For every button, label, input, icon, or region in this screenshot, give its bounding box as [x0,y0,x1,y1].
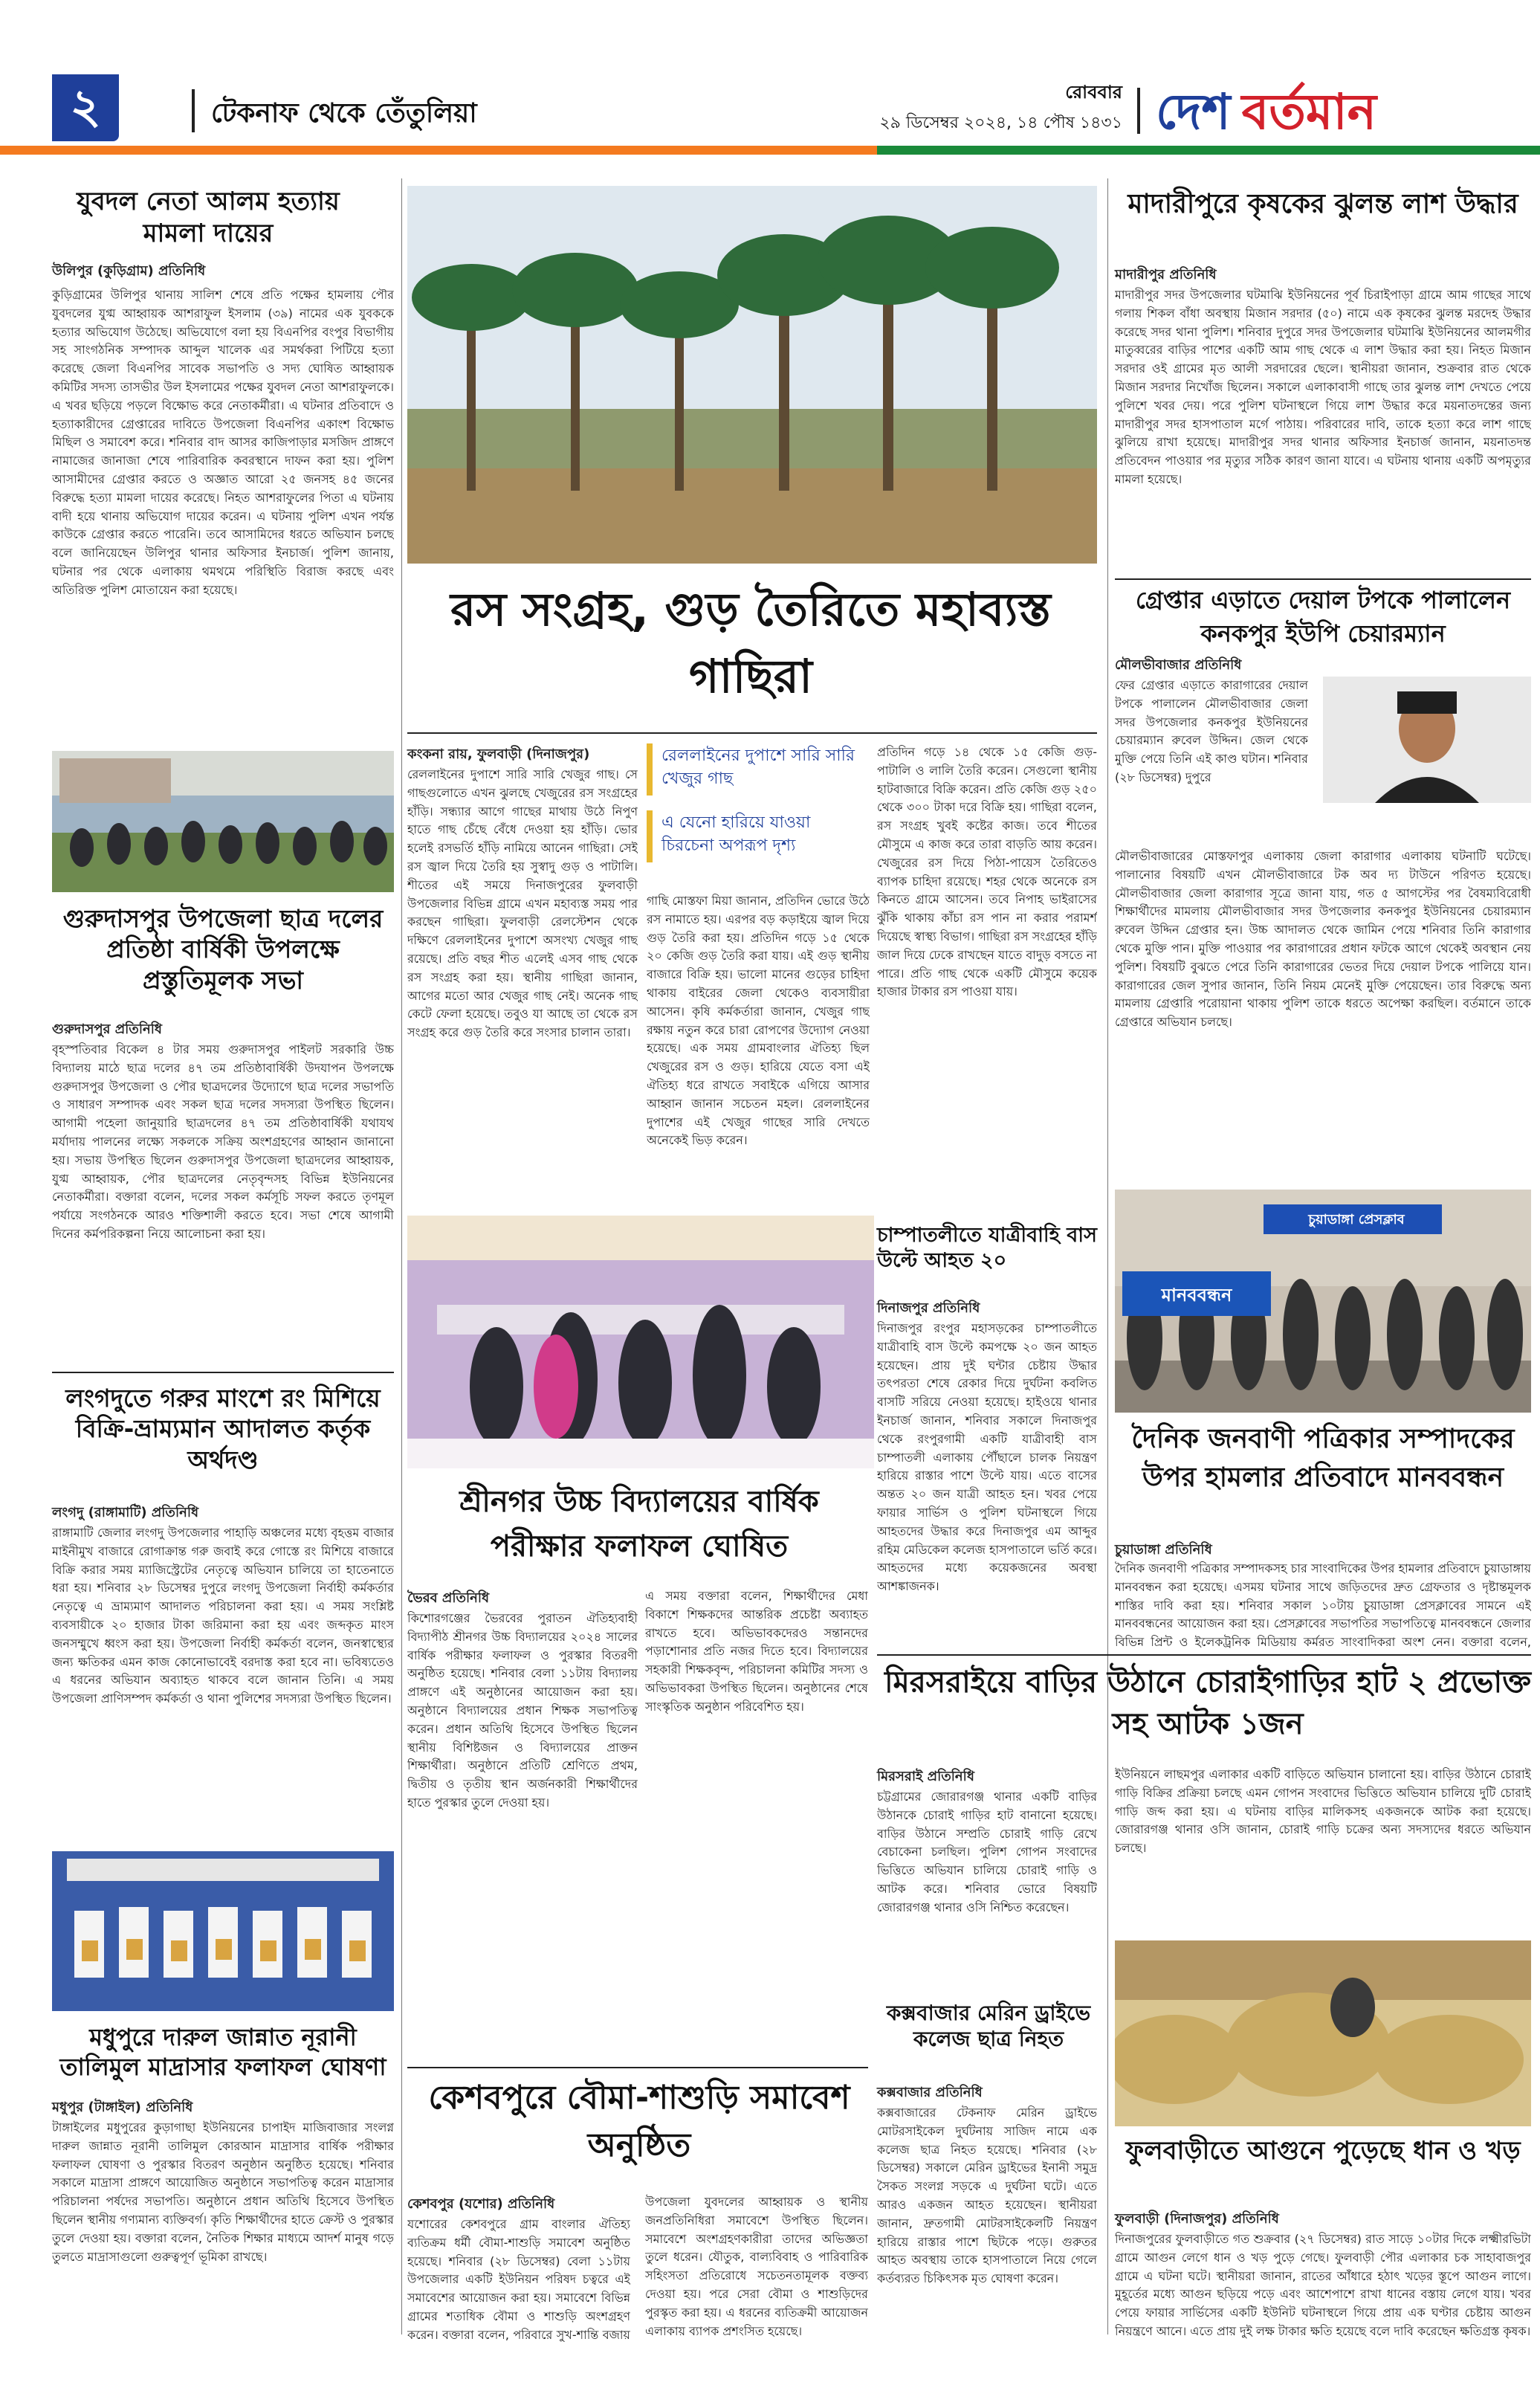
langadu-headline: লংগদুতে গরুর মাংশে রং মিশিয়ে বিক্রি-ভ্রাম্যমান আদালত কর্তৃক অর্থদণ্ড [65,1384,381,1474]
langadu-body: রাঙ্গামাটি জেলার লংগদু উপজেলার পাহাড়ি অঞ্চলের মধ্যে বৃহত্তম বাজার মাইনীমুখ বাজারে রোগাক্রান্ত গরু জবাই করে গোস্তে রং মিশিয়ে বাজারে বিক্রি করার সময় ম্যাজিস্ট্রেটের নেতৃত্বে অভিযান চালিয়ে তা হাতেনাতে ধরা হয়। শনিবার ২৮ ডিসেম্বর দুপুরে লংগদু উপজেলা নির্বাহী কর্মকর্তার নেতৃত্বে এ ভ্রাম্যমাণ আদালত পরিচালনা করা হয়। এ সময় সংশ্লিষ্ট ব্যবসায়ীকে ২০ হাজার টাকা জরিমানা করা হয় এবং জব্দকৃত মাংস জনসম্মুখে ধ্বংস করা হয়। উপজেলা নির্বাহী কর্মকর্তা বলেন, জনস্বাস্থ্যের জন্য ক্ষতিকর এমন কাজ কোনোভাবেই বরদাস্ত করা হবে না। ভবিষ্যতেও এ ধরনের অভিযান অব্যাহত থাকবে বলে জানান তিনি। এ সময় উপজেলা প্রাণিসম্পদ কর্মকর্তা ও থানা পুলিশের সদস্যরা উপস্থিত ছিলেন। [52,1526,394,1706]
divider-right-1 [1115,578,1531,580]
champatali-byline: দিনাজপুর প্রতিনিধি [877,1300,980,1316]
chairman-portrait [1323,677,1531,803]
press-club-sign: চুয়াডাঙ্গা প্রেসক্লাব [1308,1212,1405,1227]
madaripur-byline: মাদারীপুর প্রতিনিধি [1115,267,1217,283]
divider-center-2 [877,1654,1531,1656]
callout-bar-1 [647,743,653,796]
brand-logo [1156,74,1505,141]
mirsarai-byline: মিরসরাই প্রতিনিধি [877,1769,974,1784]
column-rule-2 [1107,178,1108,2334]
section-title: টেকনাফ থেকে তেঁতুলিয়া [211,98,477,129]
khejur-rule [407,732,1097,734]
date-label: ২৯ ডিসেম্বর ২০২৪, ১৪ পৌষ ১৪৩১ [879,114,1122,132]
column-rule-1 [401,178,402,2334]
madaripur-body: মাদারীপুর সদর উপজেলার ঘটমাঝি ইউনিয়নের পূর্ব চিরাইপাড়া গ্রামে আম গাছের সাথে গলায় শিকল বাঁধা অবস্থায় মিজান সরদার (৫০) নামে এক কৃষকের ঝুলন্ত মরদেহ উদ্ধার করেছে সদর থানা পুলিশ। শনিবার দুপুরে সদর উপজেলার ঘটমাঝি ইউনিয়নের আলমগীর মাতুব্বরের বাড়ির পাশের একটি আম গাছ থেকে এ লাশ উদ্ধার করা হয়। নিহত মিজান সরদার ওই গ্রামের মৃত আলী সরদারের ছেলে। স্থানীয়রা জানান, শুক্রবার রাত থেকে মিজান সরদার নিখোঁজ ছিলেন। সকালে এলাকাবাসী গাছে তার ঝুলন্ত লাশ দেখতে পেয়ে পুলিশে খবর দেয়। পরে পুলিশ ঘটনাস্থলে গিয়ে লাশ উদ্ধার করে ময়নাতদন্তের জন্য মাদারীপুর সদর হাসপাতাল মর্গে পাঠায়। পরিবারের দাবি, তাকে হত্যা করে লাশ গাছে ঝুলিয়ে রাখা হয়েছে। মাদারীপুর সদর থানার অফিসার ইনচার্জ জানান, ময়নাতদন্ত প্রতিবেদন পাওয়ার পর মৃত্যুর সঠিক কারণ জানা যাবে। এ ঘটনায় থানায় একটি অপমৃত্যুর মামলা হয়েছে। [1115,288,1531,486]
coxsbazar-body: কক্সবাজারের টেকনাফ মেরিন ড্রাইভে মোটরসাইকেল দুর্ঘটনায় সাজিদ নামে এক কলেজ ছাত্র নিহত হয়েছে। শনিবার (২৮ ডিসেম্বর) সকালে মেরিন ড্রাইভের ইনানী সমুদ্র সৈকত সংলগ্ন সড়কে এ দুর্ঘটনা ঘটে। এতে আরও একজন আহত হয়েছেন। স্থানীয়রা জানান, দ্রুতগামী মোটরসাইকেলটি নিয়ন্ত্রণ হারিয়ে রাস্তার পাশে ছিটকে পড়ে। গুরুতর আহত অবস্থায় তাকে হাসপাতালে নিয়ে গেলে কর্তব্যরত চিকিৎসক মৃত ঘোষণা করেন। [877,2106,1097,2286]
coxsbazar-byline: কক্সবাজার প্রতিনিধি [877,2085,983,2100]
sreenagar-body1: কিশোরগঞ্জের ভৈরবের পুরাতন ঐতিহ্যবাহী বিদ্যাপীঠ শ্রীনগর উচ্চ বিদ্যালয়ের ২০২৪ সালের বার্ষিক পরীক্ষার ফলাফল ও পুরস্কার বিতরণী অনুষ্ঠিত হয়েছে। শনিবার বেলা ১১টায় বিদ্যালয় প্রাঙ্গণে এই অনুষ্ঠানের আয়োজন করা হয়। অনুষ্ঠানে বিদ্যালয়ের প্রধান শিক্ষক সভাপতিত্ব করেন। প্রধান অতিথি হিসেবে উপস্থিত ছিলেন স্থানীয় বিশিষ্টজন ও বিদ্যালয়ের প্রাক্তন শিক্ষার্থীরা। অনুষ্ঠানে প্রতিটি শ্রেণিতে প্রথম, দ্বিতীয় ও তৃতীয় স্থান অর্জনকারী শিক্ষার্থীদের হাতে পুরস্কার তুলে দেওয়া হয়। [407,1611,638,1810]
divider-center-3 [407,2067,868,2068]
banner-text: মানববন্ধন [1161,1285,1232,1306]
color-strip-green [877,146,1540,155]
khejur-body3: প্রতিদিন গড়ে ১৪ থেকে ১৫ কেজি গুড়-পাটালি ও লালি তৈরি করেন। সেগুলো স্থানীয় হাটবাজারে বিক্রি করেন। প্রতি কেজি গুড় ২৫০ থেকে ৩০০ টাকা দরে বিক্রি হয়। গাছিরা বলেন, রস সংগ্রহ খুবই কষ্টের কাজ। তবে শীতের মৌসুমে এ কাজ করে তারা বাড়তি আয় করেন। খেজুরের রস দিয়ে পিঠা-পায়েস তৈরিতেও ব্যাপক চাহিদা রয়েছে। শহর থেকে অনেকে রস কিনতে গ্রামে আসেন। তবে নিপাহ ভাইরাসের ঝুঁকি থাকায় কাঁচা রস পান না করার পরামর্শ দিয়েছে স্বাস্থ্য বিভাগ। গাছিরা রস সংগ্রহের হাঁড়ি জাল দিয়ে ঢেকে রাখছেন যাতে বাদুড় বসতে না পারে। প্রতি গাছ থেকে একটি মৌসুমে কয়েক হাজার টাকার রস পাওয়া যায়। [877,745,1097,999]
keshabpur-body2: উপজেলা যুবদলের আহ্বায়ক ও স্থানীয় জনপ্রতিনিধিরা সমাবেশে উপস্থিত ছিলেন। সমাবেশে অংশগ্রহণকারীরা তাদের অভিজ্ঞতা তুলে ধরেন। যৌতুক, বাল্যবিবাহ ও পারিবারিক সহিংসতা প্রতিরোধে সচেতনতামূলক বক্তব্য দেওয়া হয়। পরে সেরা বৌমা ও শাশুড়িদের পুরস্কৃত করা হয়। এ ধরনের ব্যতিক্রমী আয়োজন এলাকায় ব্যাপক প্রশংসিত হয়েছে। [645,2195,868,2338]
keshabpur-byline: কেশবপুর (যশোর) প্রতিনিধি [407,2196,555,2212]
kanakpur-byline: মৌলভীবাজার প্রতিনিধি [1115,657,1242,673]
header-divider-left [192,89,195,132]
madhupur-byline: মধুপুর (টাঙ্গাইল) প্রতিনিধি [52,2100,193,2115]
color-strip-orange [0,146,877,155]
langadu-byline: লংগদু (রাঙ্গামাটি) প্রতিনিধি [52,1505,199,1520]
madhupur-body: টাঙ্গাইলের মধুপুরের কুড়াগাছা ইউনিয়নের চাপাইদ মাজিবাজার সংলগ্ন দারুল জান্নাত নূরানী তালিমুল কোরআন মাদ্রাসার বার্ষিক পরীক্ষার ফলাফল ঘোষণা ও পুরস্কার বিতরণ অনুষ্ঠান অনুষ্ঠিত হয়েছে। শনিবার সকালে মাদ্রাসা প্রাঙ্গণে আয়োজিত অনুষ্ঠানে সভাপতিত্ব করেন মাদ্রাসার পরিচালনা পর্ষদের সভাপতি। অনুষ্ঠানে প্রধান অতিথি হিসেবে উপস্থিত ছিলেন স্থানীয় গণ্যমান্য ব্যক্তিবর্গ। কৃতি শিক্ষার্থীদের হাতে ক্রেস্ট ও পুরস্কার তুলে দেওয়া হয়। বক্তারা বলেন, নৈতিক শিক্ষার মাধ্যমে আদর্শ মানুষ গড়ে তুলতে মাদ্রাসাগুলো গুরুত্বপূর্ণ ভূমিকা রাখছে। [52,2120,394,2264]
madhupur-photo [52,1851,394,2011]
janabani-body: দৈনিক জনবাণী পত্রিকার সম্পাদকসহ চার সাংবাদিকের উপর হামলার প্রতিবাদে চুয়াডাঙ্গায় মানববন্ধন করা হয়েছে। এসময় ঘটনার সাথে জড়িতদের দ্রুত গ্রেফতার ও দৃষ্টান্তমূলক শাস্তির দাবি করা হয়। শনিবার সকাল ১০টায় চুয়াডাঙ্গা প্রেসক্লাবের সামনে এই মানববন্ধনের আয়োজন করা হয়। প্রেসক্লাবের সভাপতির সভাপতিত্বে মানববন্ধনে জেলার বিভিন্ন প্রিন্ট ও ইলেকট্রনিক মিডিয়ায় কর্মরত সাংবাদিকরা অংশ নেন। বক্তারা বলেন, [1115,1561,1531,1649]
alam-headline: যুবদল নেতা আলম হত্যায় মামলা দায়ের [77,187,340,248]
sreenagar-byline: ভৈরব প্রতিনিধি [407,1590,490,1606]
header-divider-right [1137,88,1140,134]
madhupur-headline: মধুপুরে দারুল জান্নাত নূরানী তালিমুল মাদ্রাসার ফলাফল ঘোষণা [59,2023,386,2081]
divider-left-1 [52,1372,394,1373]
keshabpur-body1: যশোরের কেশবপুরে গ্রাম বাংলার ঐতিহ্য ব্যতিক্রম ধর্মী বৌমা-শাশুড়ি সমাবেশ অনুষ্ঠিত হয়েছে। শনিবার (২৮ ডিসেম্বর) বেলা ১১টায় উপজেলার একটি ইউনিয়ন পরিষদ চত্বরে এই সমাবেশের আয়োজন করা হয়। সমাবেশে বিভিন্ন গ্রামের শতাধিক বৌমা ও শাশুড়ি অংশগ্রহণ করেন। বক্তারা বলেন, পরিবারে সুখ-শান্তি বজায় [407,2217,630,2342]
sreenagar-body2: এ সময় বক্তারা বলেন, শিক্ষার্থীদের মেধা বিকাশে শিক্ষকদের আন্তরিক প্রচেষ্টা অব্যাহত রাখতে হবে। অভিভাবকদেরও সন্তানদের পড়াশোনার প্রতি নজর দিতে হবে। বিদ্যালয়ের সহকারী শিক্ষকবৃন্দ, পরিচালনা কমিটির সদস্য ও অভিভাবকরা উপস্থিত ছিলেন। অনুষ্ঠানের শেষে সাংস্কৃতিক অনুষ্ঠান পরিবেশিত হয়। [645,1589,868,1714]
champatali-headline: চাম্পাতলীতে যাত্রীবাহি বাস উল্টে আহত ২০ [877,1224,1097,1272]
mirsarai-body1: চট্টগ্রামের জোরারগঞ্জ থানার একটি বাড়ির উঠানকে চোরাই গাড়ির হাট বানানো হয়েছে। বাড়ির উঠানে সম্প্রতি চোরাই গাড়ি রেখে বেচাকেনা চলছিল। পুলিশ গোপন সংবাদের ভিত্তিতে অভিযান চালিয়ে চোরাই গাড়ি ও আটক করে। শনিবার ভোরে বিষয়টি জোরারগঞ্জ থানার ওসি নিশ্চিত করেছেন। [877,1790,1097,1914]
janabani-byline: চুয়াডাঙ্গা প্রতিনিধি [1115,1542,1212,1558]
gurudaspur-body: বৃহস্পতিবার বিকেল ৪ টার সময় গুরুদাসপুর পাইলট সরকারি উচ্চ বিদ্যালয় মাঠে ছাত্র দলের ৪৭ তম প্রতিষ্ঠাবার্ষিকী উদযাপন উপলক্ষে গুরুদাসপুর উপজেলা ও পৌর ছাত্রদলের উদ্যোগে ছাত্র দলের সভাপতি ও সাধারণ সম্পাদক এবং সকল ছাত্র দলের সদস্যরা উপস্থিত ছিলেন। আগামী পহেলা জানুয়ারি ছাত্রদলের ৪৭ তম প্রতিষ্ঠাবার্ষিকী যথাযথ মর্যাদায় পালনের লক্ষ্যে সকলকে সক্রিয় অংশগ্রহণের আহ্বান জানানো হয়। সভায় উপস্থিত ছিলেন গুরুদাসপুর উপজেলা ছাত্রদলের আহ্বায়ক, যুগ্ম আহ্বায়ক, পৌর ছাত্রদলের নেতৃবৃন্দসহ বিভিন্ন ইউনিয়নের নেতাকর্মীরা। বক্তারা বলেন, দলের সকল কর্মসূচি সফল করতে তৃণমূল পর্যায়ে সংগঠনকে আরও শক্তিশালী করতে হবে। সভা শেষে আগামী দিনের কর্মপরিকল্পনা নিয়ে আলোচনা করা হয়। [52,1042,394,1241]
sreenagar-photo [407,1216,874,1468]
khejur-callout-box [647,736,870,885]
page-number: ২ [52,74,119,141]
janabani-headline: দৈনিক জনবাণী পত্রিকার সম্পাদকের উপর হামলার প্রতিবাদে মানববন্ধন [1131,1424,1515,1494]
brand-word-bortoman: বর্তমান [1241,83,1377,141]
fulbari-fire-headline: ফুলবাড়ীতে আগুনে পুড়েছে ধান ও খড় [1125,2136,1521,2166]
madaripur-headline: মাদারীপুরে কৃষকের ঝুলন্ত লাশ উদ্ধার [1128,189,1518,219]
khejur-headline: রস সংগ্রহ, গুড় তৈরিতে মহাব্যস্ত গাছিরা [450,582,1051,703]
gurudaspur-byline: গুরুদাসপুর প্রতিনিধি [52,1022,162,1037]
brand-word-desh: দেশ [1156,83,1231,141]
date-palm-photo [407,186,1097,564]
day-label: রোববার [1065,82,1122,103]
page-header [0,0,1540,149]
coxsbazar-headline: কক্সবাজার মেরিন ড্রাইভে কলেজ ছাত্র নিহত [886,2001,1091,2051]
fulbari-fire-body: দিনাজপুরের ফুলবাড়ীতে গত শুক্রবার (২৭ ডিসেম্বর) রাত সাড়ে ১০টার দিকে লক্ষ্মীরভিটা গ্রামে আগুন লেগে ধান ও খড় পুড়ে গেছে। ফুলবাড়ী পৌর এলাকার চক সাহাবাজপুর গ্রামে এ ঘটনা ঘটে। স্থানীয়রা জানান, রাতের আঁধারে হঠাৎ খড়ের স্তূপে আগুন লাগে। মুহূর্তের মধ্যে আগুন ছড়িয়ে পড়ে এবং আশেপাশে রাখা ধানের বস্তায় লেগে যায়। খবর পেয়ে ফায়ার সার্ভিসের একটি ইউনিট ঘটনাস্থলে গিয়ে প্রায় এক ঘণ্টার চেষ্টায় আগুন নিয়ন্ত্রণে আনে। এতে প্রায় দুই লক্ষ টাকার ক্ষতি হয়েছে বলে দাবি করেছেন ক্ষতিগ্রস্ত কৃষক। [1115,2232,1531,2338]
kanakpur-headline: গ্রেপ্তার এড়াতে দেয়াল টপকে পালালেন কনকপুর ইউপি চেয়ারম্যান [1135,586,1511,648]
fulbari-fire-byline: ফুলবাড়ী (দিনাজপুর) প্রতিনিধি [1115,2211,1279,2227]
keshabpur-headline: কেশবপুরে বৌমা-শাশুড়ি সমাবেশ অনুষ্ঠিত [428,2079,850,2164]
callout-bar-2 [647,810,653,862]
alam-body: কুড়িগ্রামের উলিপুর থানায় সালিশ শেষে প্রতি পক্ষের হামলায় পৌর যুবদলের যুগ্ম আহ্বায়ক আশরাফুল ইসলাম (৩৯) নামের এক যুবককে হত্যার অভিযোগ উঠেছে। অভিযোগে বলা হয় বিএনপির বংপুর বিভাগীয় সহ সাংগঠনিক সম্পাদক আব্দুল খালেক এর সমর্থকরা পিটিয়ে হত্যা করেছে জেলা বিএনপির সাবেক সভাপতি ও সদ্য ঘোষিত আহ্বায়ক কমিটির সদস্য তাসভীর উল ইসলামের পক্ষের যুবদল নেতা আশরাফুলকে। এ খবর ছড়িয়ে পড়লে বিক্ষোভ করে নেতাকর্মীরা। এ ঘটনার প্রতিবাদে ও হত্যাকারীদের গ্রেপ্তারের দাবিতে উপজেলা বিএনপির একাংশ বিক্ষোভ মিছিল ও সমাবেশ করে। শনিবার বাদ আসর কাজিপাড়ার মসজিদ প্রাঙ্গণে নামাজের জানাজা শেষে পারিবারিক কবরস্থানে দাফন করা হয়। পুলিশ আসামীদের গ্রেপ্তার করতে ও অজ্ঞাত আরো ২৫ জনসহ ৪৫ জনের বিরুদ্ধে হত্যা মামলা দায়ের করেছে। নিহত আশরাফুলের পিতা এ ঘটনায় বাদী হয়ে থানায় অভিযোগ দায়ের করেন। এ ঘটনায় পুলিশ এখন পর্যন্ত কাউকে গ্রেপ্তার করতে পারেনি। তবে আসামিদের ধরতে অভিযান চলছে বলে জানিয়েছেন উলিপুর থানার অফিসার ইনচার্জ। পুলিশ জানায়, ঘটনার পর থেকে এলাকায় থমথমে পরিস্থিতি বিরাজ করছে এবং অতিরিক্ত পুলিশ মোতায়েন করা হয়েছে। [52,288,394,597]
champatali-body: দিনাজপুর রংপুর মহাসড়কের চাম্পাতলীতে যাত্রীবাহি বাস উল্টে কমপক্ষে ২০ জন আহত হয়েছেন। প্রায় দুই ঘন্টার চেষ্টায় উদ্ধার তৎপরতা শেষে রেকার দিয়ে দুর্ঘটনা কবলিত বাসটি সরিয়ে নেওয়া হয়েছে। হাইওয়ে থানার ইনচার্জ জানান, শনিবার সকালে দিনাজপুর থেকে রংপুরগামী একটি যাত্রীবাহী বাস চাম্পাতলী এলাকায় পৌঁছালে চালক নিয়ন্ত্রণ হারিয়ে রাস্তার পাশে উল্টে যায়। এতে বাসের অন্তত ২০ জন যাত্রী আহত হন। খবর পেয়ে ফায়ার সার্ভিস ও পুলিশ ঘটনাস্থলে গিয়ে আহতদের উদ্ধার করে দিনাজপুর এম আব্দুর রহিম মেডিকেল কলেজ হাসপাতালে ভর্তি করে। আহতদের মধ্যে কয়েকজনের অবস্থা আশঙ্কাজনক। [877,1321,1097,1594]
mirsarai-body2: ইউনিয়নে লাছমপুর এলাকার একটি বাড়িতে অভিযান চালানো হয়। বাড়ির উঠানে চোরাই গাড়ি বিক্রির প্রক্রিয়া চলছে এমন গোপন সংবাদের ভিত্তিতে অভিযান চালিয়ে দুটি চোরাই গাড়ি জব্দ করা হয়। এ ঘটনায় বাড়ির মালিকসহ একজনকে আটক করা হয়েছে। জোরারগঞ্জ থানার ওসি জানান, চোরাই গাড়ি চক্রের অন্য সদস্যদের ধরতে অভিযান চলছে। [1115,1767,1531,1856]
sreenagar-headline: শ্রীনগর উচ্চ বিদ্যালয়ের বার্ষিক পরীক্ষার ফলাফল ঘোষিত [459,1485,819,1564]
khejur-body2: গাছি মোস্তফা মিয়া জানান, প্রতিদিন ভোরে উঠে রস নামাতে হয়। এরপর বড় কড়াইয়ে জ্বাল দিয়ে গুড় তৈরি করা হয়। প্রতিদিন গড়ে ১৫ থেকে ২০ কেজি গুড় তৈরি করা যায়। এই গুড় স্থানীয় বাজারে বিক্রি হয়। ভালো মানের গুড়ের চাহিদা থাকায় বাইরের জেলা থেকেও ব্যবসায়ীরা আসেন। কৃষি কর্মকর্তারা জানান, খেজুর গাছ রক্ষায় নতুন করে চারা রোপণের উদ্যোগ নেওয়া হয়েছে। এক সময় গ্রামবাংলার ঐতিহ্য ছিল খেজুরের রস ও গুড়। হারিয়ে যেতে বসা এই ঐতিহ্য ধরে রাখতে সবাইকে এগিয়ে আসার আহ্বান জানান সচেতন মহল। রেললাইনের দুপাশের এই খেজুর গাছের সারি দেখতে অনেকেই ভিড় করেন। [647,894,870,1148]
kanakpur-body-a: ফের গ্রেপ্তার এড়াতে কারাগারের দেয়াল টপকে পালালেন মৌলভীবাজার জেলা সদর উপজেলার কনকপুর ইউনিয়নের চেয়ারম্যান রুবেল উদ্দিন। জেল থেকে মুক্তি পেয়ে তিনি এই কাণ্ড ঘটান। শনিবার (২৮ ডিসেম্বর) দুপুরে [1115,678,1308,784]
fire-photo [1115,1940,1531,2126]
gurudaspur-photo [52,751,394,892]
alam-byline: উলিপুর (কুড়িগ্রাম) প্রতিনিধি [52,263,206,279]
gurudaspur-headline: গুরুদাসপুর উপজেলা ছাত্র দলের প্রতিষ্ঠা বার্ষিকী উপলক্ষে প্রস্তুতিমূলক সভা [62,904,384,995]
kanakpur-body-b: মৌলভীবাজারের মোস্তফাপুর এলাকায় জেলা কারাগার এলাকায় ঘটনাটি ঘটেছে। পালানোর বিষয়টি এখন মৌলভীবাজারে টক অব দ্য টাউনে পরিণত হয়েছে। মৌলভীবাজার জেলা কারাগার সূত্রে জানা যায়, গত ৫ আগস্টের পর বৈষম্যবিরোধী শিক্ষার্থীদের মামলায় মৌলভীবাজার সদর উপজেলার কনকপুর ইউনিয়নের চেয়ারম্যান রুবেল উদ্দিন গ্রেপ্তার হন। উচ্চ আদালত থেকে জামিন পেয়ে শনিবার তিনি কারাগার থেকে মুক্তি পান। মুক্তি পাওয়ার পর কারাগারের প্রধান ফটকে আগে থেকেই অবস্থান নেয় পুলিশ। বিষয়টি বুঝতে পেরে তিনি কারাগারের ভেতর দিয়ে দেয়াল টপকে পালিয়ে যান। কারাগারের জেল সুপার জানান, তিনি নিয়ম মেনেই মুক্তি পেয়েছেন। তার বিরুদ্ধে অন্য মামলায় গ্রেপ্তারি পরোয়ানা থাকায় পুলিশ তাকে ধরতে অপেক্ষা করছিল। বর্তমানে তাকে গ্রেপ্তারে অভিযান চলছে। [1115,849,1531,1030]
khejur-body1: রেললাইনের দুপাশে সারি সারি খেজুর গাছ। সে গাছগুলোতে এখন ঝুলছে খেজুরের রস সংগ্রহের হাঁড়ি। সন্ধ্যার আগে গাছের মাথায় উঠে নিপুণ হাতে গাছ চেঁছে বেঁধে দেওয়া হয় হাঁড়ি। ভোর হলেই রসভর্তি হাঁড়ি নামিয়ে আনেন গাছিরা। সেই রস জ্বাল দিয়ে তৈরি হয় সুস্বাদু গুড় ও পাটালি। শীতের এই সময়ে দিনাজপুরের ফুলবাড়ী উপজেলার বিভিন্ন গ্রামে এখন মহাব্যস্ত সময় পার করছেন গাছিরা। ফুলবাড়ী রেলস্টেশন থেকে দক্ষিণে রেললাইনের দুপাশে অসংখ্য খেজুর গাছ রয়েছে। প্রতি বছর শীত এলেই এসব গাছ থেকে রস সংগ্রহ করা হয়। স্থানীয় গাছিরা জানান, আগের মতো আর খেজুর গাছ নেই। অনেক গাছ কেটে ফেলা হয়েছে। তবুও যা আছে তা থেকে রস সংগ্রহ করে গুড় তৈরি করে সংসার চালান তারা। [407,767,638,1040]
khejur-byline: কংকনা রায়, ফুলবাড়ী (দিনাজপুর) [407,746,590,762]
callout-1-text: রেললাইনের দুপাশে সারি সারি খেজুর গাছ [661,746,855,788]
mirsarai-headline: মিরসরাইয়ে বাড়ির উঠানে চোরাইগাড়ির হাট ২ প্রভোক্ত সহ আটক ১জন [884,1665,1531,1741]
janabani-photo [1115,1190,1531,1413]
callout-2-text: এ যেনো হারিয়ে যাওয়া চিরচেনা অপরূপ দৃশ্য [661,813,811,855]
